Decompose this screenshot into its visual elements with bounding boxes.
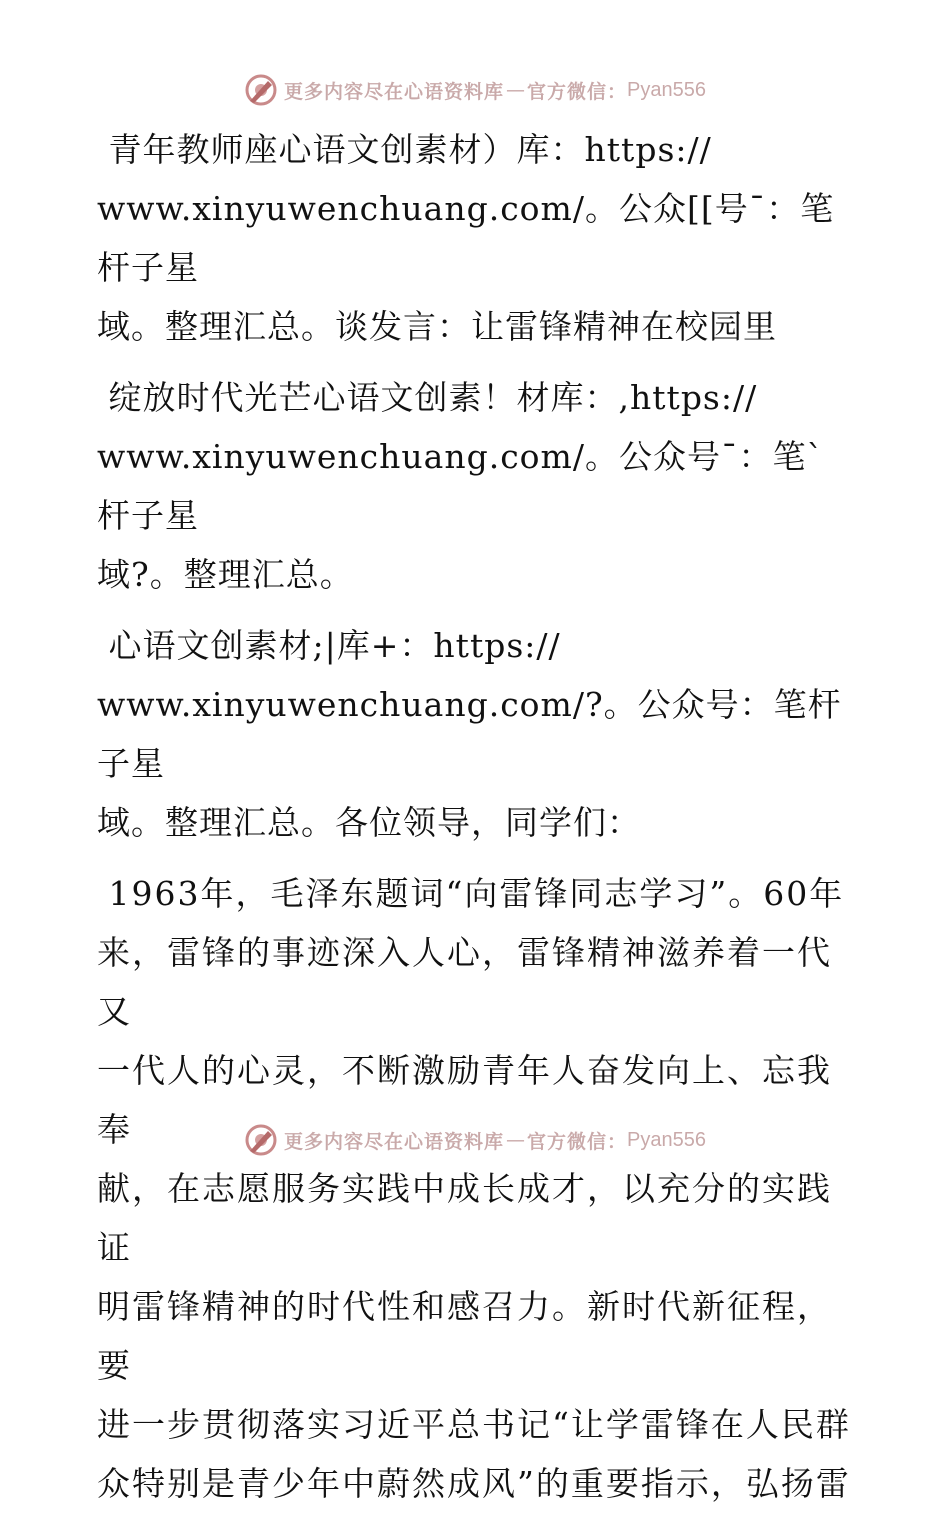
paragraph-3: 心语文创素材;|库+：https:// www.xinyuwenchuang.com/?。公众号：笔杆子星 域。整理汇总。各位领导，同学们： [97,626,842,842]
header-watermark [0,70,950,110]
footer-watermark [0,1120,950,1160]
document-body [97,120,857,1525]
official-label: 官方微信： [527,80,628,103]
paragraph-2: 绽放时代光芒心语文创素！材库：,https:// www.xinyuwenchuang.com/。公众号¯：笔`杆子星 域?。整理汇总。 [97,378,824,594]
banner-text: 更多内容尽在心语资料库 [284,80,505,103]
wechat-handle: Pyan556 [627,78,706,101]
banner-separator: — [506,79,526,101]
paragraph-4: 1963年，毛泽东题词“向雷锋同志学习”。60年 来，雷锋的事迹深入人心，雷锋精神滋养着一代又 一代人的心灵，不断激励青年人奋发向上、忘我奉 献，在志愿服务实践中成长成才，以充分的实践证 明雷锋精神的时代性和感召力。新时代新征程，要 进一步贯彻落实习近平总书记“让学雷锋在人民群 众特别是青少年中蔚然成风”的重要指示，弘扬雷 [97,874,851,1503]
banner-separator: — [506,1129,526,1151]
brand-logo-icon [244,73,278,107]
brand-logo-icon [244,1123,278,1157]
paragraph-1: 青年教师座心语文创素材）库：https:// www.xinyuwenchuang.com/。公众[[号¯：笔杆子星 域。整理汇总。谈发言：让雷锋精神在校园里 [97,130,835,346]
official-label: 官方微信： [527,1130,628,1153]
wechat-handle: Pyan556 [627,1128,706,1151]
banner-text: 更多内容尽在心语资料库 [284,1130,505,1153]
